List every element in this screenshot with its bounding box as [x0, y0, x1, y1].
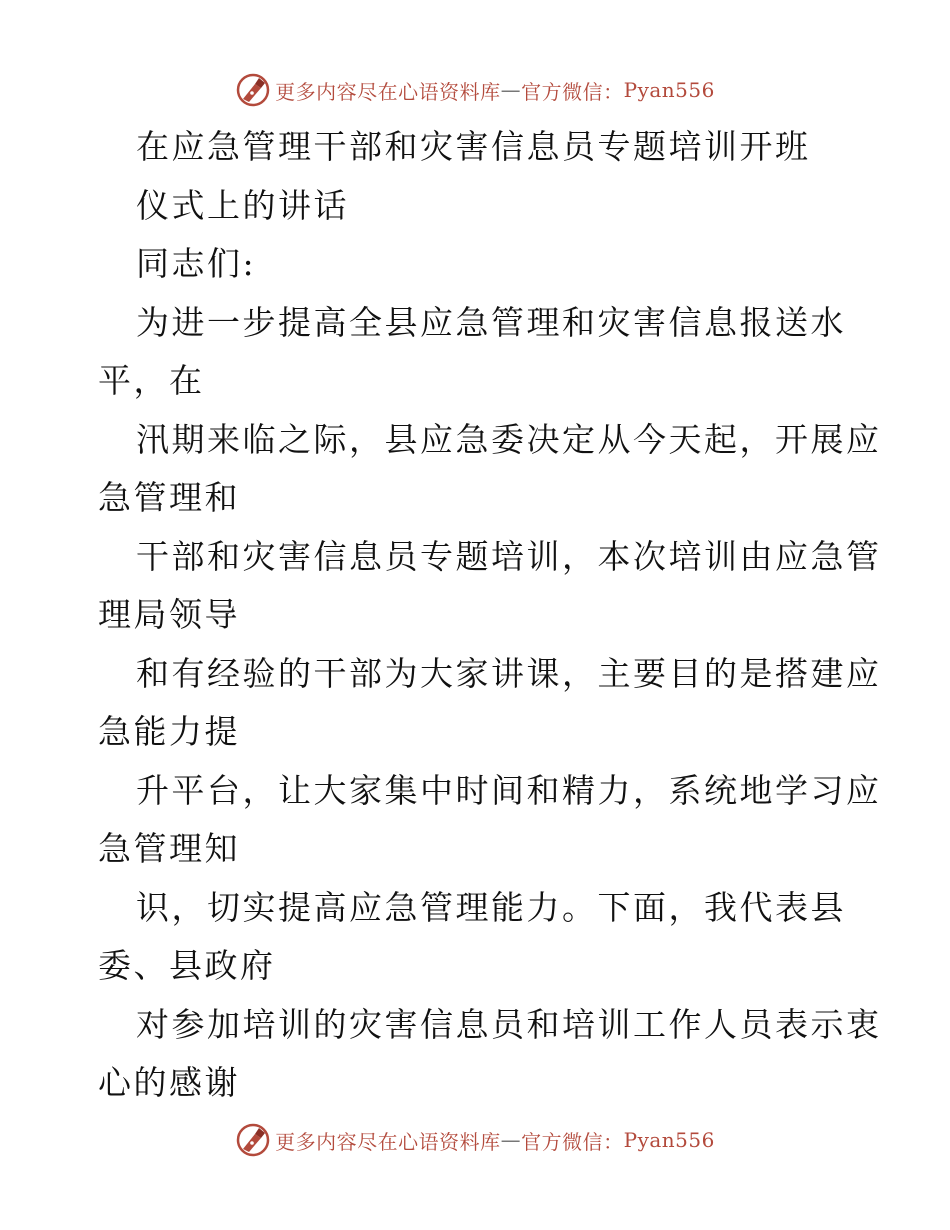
text-line: 同志们:: [136, 244, 257, 283]
text-line: 委、县政府: [98, 946, 276, 985]
text-line: 干部和灾害信息员专题培训，本次培训由应急管: [136, 536, 882, 576]
pen-nib-logo-icon: [235, 72, 271, 108]
text-line: 识，切实提高应急管理能力。下面，我代表县: [136, 887, 846, 927]
text-line: 为进一步提高全县应急管理和灾害信息报送水: [136, 302, 846, 342]
text-line: 在应急管理干部和灾害信息员专题培训开班: [136, 127, 811, 166]
document-body: [98, 118, 882, 1113]
header-watermark: [0, 70, 950, 110]
watermark-dash: —: [500, 78, 522, 102]
watermark-brand-text: 更多内容尽在心语资料库: [275, 79, 501, 104]
watermark-wechat-label: 官方微信：: [521, 1129, 624, 1154]
text-line: 仪式上的讲话: [136, 185, 349, 225]
text-line: 理局领导: [98, 595, 240, 634]
pen-nib-logo-icon: [235, 1122, 271, 1158]
watermark-dash: —: [500, 1128, 522, 1152]
watermark-brand-text: 更多内容尽在心语资料库: [275, 1129, 501, 1154]
footer-watermark: [0, 1120, 950, 1160]
watermark-wechat-label: 官方微信：: [521, 79, 624, 104]
text-line: 和有经验的干部为大家讲课，主要目的是搭建应: [136, 653, 882, 693]
text-line: 对参加培训的灾害信息员和培训工作人员表示衷: [136, 1004, 882, 1044]
text-line: 平，在: [98, 361, 205, 400]
text-line: 汛期来临之际，县应急委决定从今天起，开展应: [136, 419, 882, 459]
text-line: 急管理和: [98, 478, 240, 517]
text-line: 急管理知: [98, 829, 240, 868]
watermark-wechat-id: Pyan556: [623, 78, 715, 102]
watermark-wechat-id: Pyan556: [623, 1128, 715, 1152]
text-line: 急能力提: [98, 712, 240, 751]
text-line: 升平台，让大家集中时间和精力，系统地学习应: [136, 770, 882, 810]
text-line: 心的感谢: [98, 1063, 240, 1102]
